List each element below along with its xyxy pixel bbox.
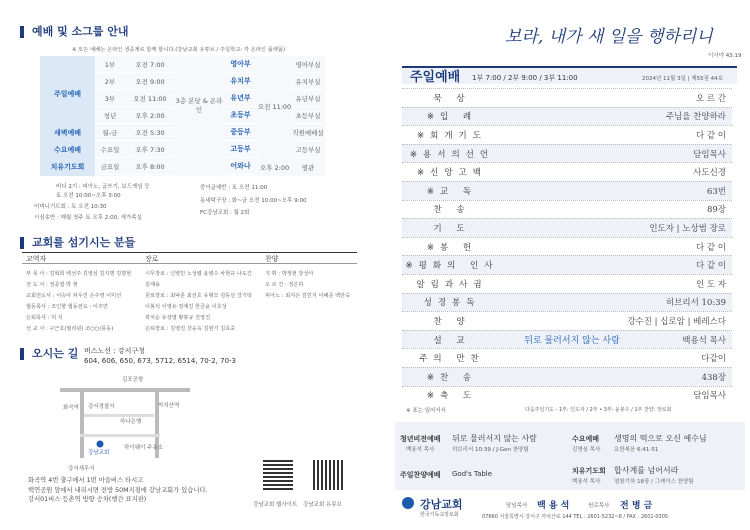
- sisa: 시심송반 : 매월 첫주 토 오후 2:00, 새가족실: [34, 215, 142, 221]
- b4-title: 치유기도회: [572, 467, 606, 475]
- order-value: 인 도 자: [695, 279, 726, 290]
- order-item: 알림과사귐: [416, 279, 488, 290]
- b3-title: 주일찬양예배: [400, 471, 441, 479]
- order-row: [402, 181, 732, 200]
- sched-time: 오후 8:00: [125, 158, 175, 175]
- order-item: ※신앙고백: [417, 168, 487, 179]
- order-row: [402, 237, 732, 256]
- order-value: 주님을 찬양하라: [665, 112, 726, 123]
- order-row: [402, 200, 732, 219]
- staff-line: 피아노 : 최지은 김민지 이혜준 백만숙: [265, 293, 351, 299]
- address: 07660 서울특별시 강서구 까치산로 144 TEL : 2601-5232~8 / FAX : 2601-0305: [482, 514, 669, 520]
- staff-line: 원로장로 : 최낙훈 최선호 유형모 김동선 강기탁: [145, 293, 252, 299]
- staff-col-3: 찬양: [265, 255, 279, 263]
- sermon-title: 뒤로 물러서지 않는 사람: [524, 336, 620, 347]
- map-church: 강남교회: [88, 450, 110, 456]
- mothers-prayer: 어머니기도회 : 토 오전 10:30: [34, 204, 107, 210]
- b1-speaker: 백용석 목사: [406, 447, 435, 453]
- order-item: 주의 만찬: [419, 354, 485, 365]
- kids-room: 초등부실: [291, 107, 325, 124]
- order-row: [402, 144, 732, 163]
- order-row: [402, 330, 732, 349]
- order-row: [402, 293, 732, 312]
- order-item: 설 교: [433, 335, 471, 346]
- order-row: [402, 218, 732, 237]
- staff-line: 부 목 사 : 김혁희 백선주 김영심 김지명 김평현: [26, 271, 132, 277]
- b1-title: 청년비전예배: [400, 435, 441, 443]
- staff-line: 곽치순 유상열 황봉규 진영진: [145, 315, 211, 321]
- order-item: ※찬 송: [426, 372, 478, 383]
- staff-line: 은퇴목사 : 허 식: [26, 315, 63, 321]
- sched-slot: 수요일: [95, 141, 125, 158]
- b1-msg: 뒤로 물러서지 않는 사람: [452, 434, 537, 443]
- location: 3층 본당 & 온라인: [175, 97, 223, 114]
- right-page: [380, 0, 750, 530]
- verse-ref: 이사야 43:19: [708, 53, 742, 59]
- order-item: ※봉 헌: [426, 242, 478, 253]
- order-row: [402, 348, 732, 367]
- map-police: 강서경찰서: [88, 404, 115, 410]
- order-item: 찬 양: [433, 316, 471, 327]
- bus-program: 버디 2기 : 피아노, 글쓰기, 보드게임 등 토 오전 10:00~오후 3:00: [56, 184, 150, 199]
- order-row: [402, 88, 732, 107]
- order-item: 묵 상: [433, 93, 471, 104]
- label-sunday: 주일예배: [53, 89, 82, 98]
- order-row: [402, 274, 732, 293]
- order-value: 다 같 이: [695, 261, 726, 272]
- awana-time: 오후 2:00: [259, 163, 290, 172]
- seniors: 중이글예반 : 토 오전 11:00: [200, 185, 268, 191]
- order-row: [402, 255, 732, 274]
- sched-time: 오후 2:00: [125, 107, 175, 124]
- map-hwagok: 화곡역: [63, 405, 79, 411]
- staff-line: 지 휘 : 박정현 장성아: [265, 271, 314, 277]
- qr1-label: 강남교회 웹사이트: [253, 502, 298, 508]
- sched-slot: 금요일: [95, 158, 125, 175]
- staff-line: 은퇴장로 : 김영진 강웅옥 김현기 김효중: [145, 326, 236, 332]
- sched-time: 오전 5:30: [125, 124, 175, 141]
- order-row: [402, 107, 732, 126]
- sched-slot: 청년: [95, 107, 125, 124]
- bus-line: 버스노선 : 강서구청: [84, 347, 145, 355]
- church-location-icon: [97, 441, 104, 448]
- b2-title: 수요예배: [572, 435, 600, 443]
- b4-ref: 열왕기하 18장 / 그레이스 찬양팀: [614, 479, 694, 485]
- kids-dept: 초등부: [223, 107, 258, 124]
- elder-name: 전 병 금: [620, 501, 653, 511]
- order-row: [402, 386, 732, 405]
- order-value: 담임목사: [693, 149, 726, 160]
- order-value: 담임목사: [693, 391, 726, 402]
- kids-room: 유치부실: [291, 73, 325, 90]
- order-value: 인도자 | 노상범 장로: [649, 223, 726, 234]
- note-online: ※ 모든 예배는 온라인 생중계로 함께 합니다.(강남교회 유튜브 / 주일학교: 각 온라인 플랫폼): [72, 47, 286, 53]
- b2-ref: 요한복음 6:41-51: [614, 447, 659, 453]
- sched-slot: 3부: [95, 90, 125, 107]
- banner-verse: 보라, 내가 새 일을 행하리니: [505, 27, 713, 47]
- b4-msg: 합사계를 넘어서라: [614, 466, 679, 475]
- standing-note: ※ 표는 일어서서: [406, 408, 446, 414]
- staff-line: 전 도 사 : 정종엽 박 현: [26, 282, 78, 288]
- sched-time: 오전 9:00: [125, 73, 175, 90]
- order-row: [402, 162, 732, 181]
- order-row: [402, 125, 732, 144]
- staff-col-1: 교역자: [26, 255, 47, 263]
- kids-dept: 유년부: [223, 90, 258, 107]
- map-office: 강서세무서: [68, 466, 95, 472]
- sched-slot: 월-금: [95, 124, 125, 141]
- kids-dept: 중등부: [223, 124, 258, 141]
- order-value: 사도신경: [693, 168, 726, 179]
- label-wed: 수요예배: [53, 145, 82, 154]
- qr2-label: 강남교회 유튜브: [303, 502, 342, 508]
- b1-ref: 히브리서 10:39 / J-Gen 찬양팀: [452, 447, 529, 453]
- kids-dept: 어와나: [223, 158, 258, 175]
- kids-time: 오전 11:00: [257, 102, 292, 111]
- staff-col-2: 장로: [145, 255, 159, 263]
- kids-room: 직원예배실: [291, 124, 325, 141]
- kids-dept: 유치부: [223, 73, 258, 90]
- sched-time: 오전 11:00: [125, 90, 175, 107]
- order-item: ※입 례: [426, 112, 478, 123]
- b2-msg: 생명의 떡으로 오신 예수님: [614, 434, 707, 443]
- b4-speaker: 백용석 목사: [572, 479, 601, 485]
- order-item: 찬 송: [433, 205, 471, 216]
- order-value: 백용석 목사: [682, 335, 726, 346]
- church-name: 강남교회: [420, 498, 463, 511]
- order-value: 다같이: [701, 354, 726, 365]
- staff-line: 시무장로 : 신병민 노성렬 윤병수 차현규 나도긴: [145, 271, 252, 277]
- order-value: 다 같 이: [695, 242, 726, 253]
- worship-times: 1부 7:00 / 2부 9:00 / 3부 11:00: [472, 74, 578, 82]
- kids-room: 영아부실: [291, 56, 325, 73]
- sched-slot: 1부: [95, 56, 125, 73]
- order-value: 438장: [701, 372, 726, 383]
- sched-slot: 2부: [95, 73, 125, 90]
- qr-youtube-icon[interactable]: [313, 460, 343, 490]
- staff-line: 교회전도사 : 서승아 차우진 손주영 이미선: [26, 293, 122, 299]
- order-item: 성경봉독: [423, 298, 481, 309]
- table-tennis: 동네탁구장 : 화~금 오전 10:00~오후 9:00: [200, 198, 307, 204]
- staff-line: 협동목사 : 조인향 협동전도 : 이주연: [26, 304, 108, 310]
- map-airport: 김포공항: [122, 377, 144, 383]
- staff-line: 이봉석 이영유 정재진 한금윤 이호성: [145, 304, 227, 310]
- order-value: 89장: [706, 205, 726, 216]
- order-item: 기 도: [433, 223, 471, 234]
- section-title-directions: 오시는 길: [20, 348, 78, 360]
- pastor-label: 담임목사: [506, 503, 528, 509]
- map-bank: 하나은행: [120, 419, 142, 425]
- label-dawn: 새벽예배: [53, 128, 82, 137]
- order-item: ※평화의 인사: [405, 261, 499, 272]
- bus-numbers: 604, 606, 650, 673, 5712, 6514, 70-2, 70-3: [84, 357, 236, 365]
- order-value: 다 같 이: [695, 130, 726, 141]
- church-logo-icon: [402, 497, 414, 509]
- bulletin-date: 2024년 11월 3일 | 제55권 44호: [642, 76, 723, 82]
- map-market: 하이웨이 주유소: [124, 445, 163, 451]
- staff-line: 선 교 사 : 구근호(필리핀) 조○○(몽동): [26, 326, 114, 332]
- order-value: 히브리서 10:39: [665, 298, 726, 309]
- order-value: 63번: [706, 186, 726, 197]
- kids-room: 유년부실: [291, 90, 325, 107]
- church-denom: 한국기독교장로회: [420, 512, 459, 518]
- b3-msg: God's Table: [452, 470, 493, 478]
- sched-time: 오후 7:30: [125, 141, 175, 158]
- order-value: 강수진 | 십로암 | 베레스다: [627, 316, 726, 327]
- fc: FC강남교회 : 월 2회: [200, 210, 250, 216]
- order-row: [402, 367, 732, 386]
- elder-label: 원로목사: [588, 503, 610, 509]
- label-healing: 치유기도회: [50, 163, 85, 171]
- order-item: ※용서의선언: [409, 149, 495, 160]
- order-item: ※축 도: [426, 391, 478, 402]
- kids-room: 고등부실: [291, 141, 325, 158]
- order-row: [402, 311, 732, 330]
- awana-room: 별관: [301, 163, 315, 172]
- sched-time: 오전 7:00: [125, 56, 175, 73]
- kids-dept: 영아부: [223, 56, 258, 73]
- order-value: 오 르 간: [695, 93, 726, 104]
- staff-line: 오 르 간 : 정은하: [265, 282, 304, 288]
- next-week: 다음주일기도 - 1부: 인도자 / 2부 • 3부: 윤봉수 / 1부 찬양: 장로회: [525, 407, 672, 413]
- section-title-staff: 교회를 섬기시는 분들: [20, 237, 135, 249]
- b2-speaker: 김명심 목사: [572, 447, 601, 453]
- map-kkachi: 까치산역: [158, 403, 180, 409]
- kids-dept: 고등부: [223, 141, 258, 158]
- pastor-name: 백 용 석: [537, 501, 570, 511]
- directions-text: 화곡역 4번 출구에서 1번 마을버스 타시고 백연공원 앞에서 내리시면 전방 50M지점에 강남교회가 있습니다. 강서01버스 등촌역 방향 승차(행간 표지판): [28, 477, 208, 503]
- staff-line: 김재용: [145, 282, 161, 288]
- order-item: ※교 독: [426, 186, 478, 197]
- qr-website-icon[interactable]: [263, 460, 293, 490]
- worship-title: 주일예배: [410, 70, 461, 85]
- section-title-worship: 예배 및 소그룹 안내: [20, 26, 129, 38]
- order-item: ※회개기도: [417, 130, 487, 141]
